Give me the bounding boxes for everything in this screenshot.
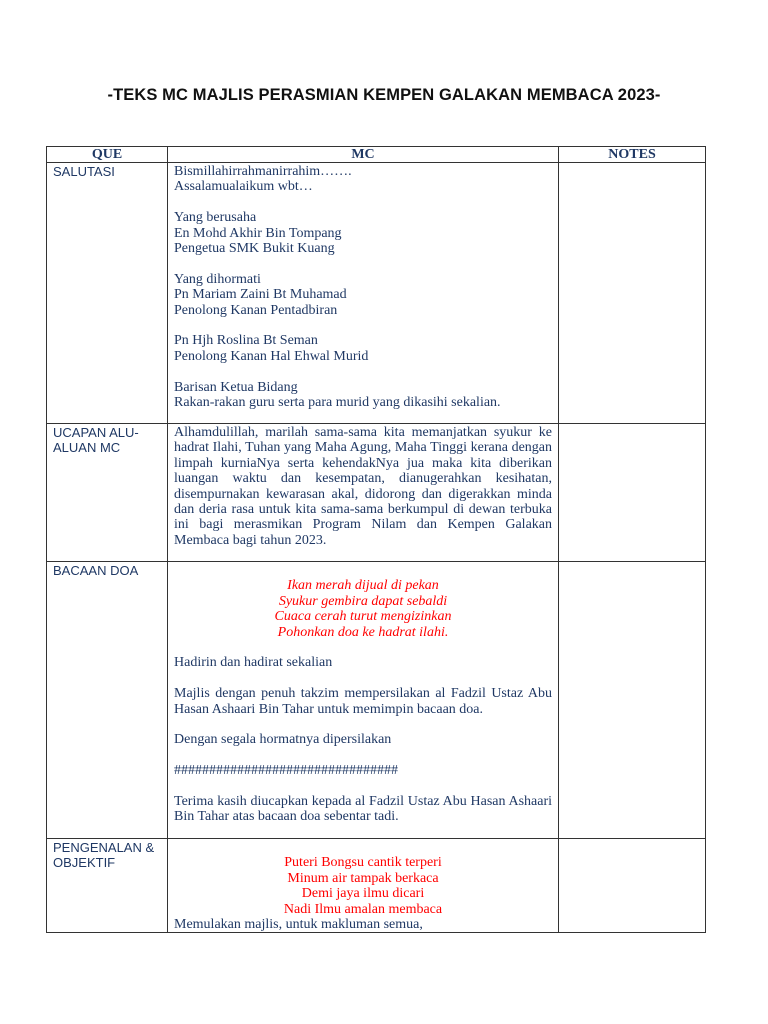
mc-line: Barisan Ketua Bidang: [174, 379, 298, 395]
mc-line: Pn Hjh Roslina Bt Seman: [174, 333, 318, 349]
table-row-doa: [47, 562, 706, 839]
header-que: QUE: [47, 147, 168, 163]
table-row-pengenalan: [47, 839, 706, 933]
mc-line: Memulakan majlis, untuk makluman semua,: [174, 917, 423, 933]
mc-paragraph: Majlis dengan penuh takzim mempersilakan al Fadzil Ustaz Abu Hasan Ashaari Bin Tahar untuk memimpin bacaan doa.: [174, 686, 552, 717]
poem-line: Demi jaya ilmu dicari: [301, 886, 425, 902]
mc-line: Yang berusaha: [174, 210, 257, 226]
mc-cell: [168, 163, 559, 424]
mc-line: Assalamualaikum wbt…: [174, 179, 313, 195]
mc-script-table: [46, 146, 706, 933]
mc-line: Dengan segala hormatnya dipersilakan: [174, 732, 392, 748]
poem-line: Cuaca cerah turut mengizinkan: [274, 609, 452, 625]
mc-line: Pengetua SMK Bukit Kuang: [174, 241, 335, 257]
mc-line: Pn Mariam Zaini Bt Muhamad: [174, 287, 347, 303]
separator-line: ################################: [174, 763, 398, 779]
mc-line: Yang dihormati: [174, 271, 261, 287]
mc-line: Penolong Kanan Pentadbiran: [174, 302, 338, 318]
cue-label: UCAPAN ALU-ALUAN MC: [53, 425, 139, 456]
header-notes: NOTES: [559, 147, 706, 163]
cue-cell: [47, 839, 168, 933]
cue-cell: [47, 163, 168, 424]
notes-cell: [559, 163, 706, 424]
mc-line: Hadirin dan hadirat sekalian: [174, 655, 333, 671]
table-row-salutasi: [47, 163, 706, 424]
document-title: -TEKS MC MAJLIS PERASMIAN KEMPEN GALAKAN MEMBACA 2023-: [107, 86, 661, 104]
header-mc: MC: [168, 147, 559, 163]
cue-label: SALUTASI: [53, 164, 115, 179]
mc-line: Bismillahirrahmanirrahim…….: [174, 164, 352, 179]
cue-label: BACAAN DOA: [53, 563, 139, 578]
poem-line: Puteri Bongsu cantik terperi: [284, 855, 442, 871]
cue-label: PENGENALAN & OBJEKTIF: [53, 840, 155, 871]
mc-cell: [168, 424, 559, 562]
mc-line: Penolong Kanan Hal Ehwal Murid: [174, 348, 369, 364]
cue-cell: [47, 562, 168, 839]
poem-line: Ikan merah dijual di pekan: [287, 578, 439, 594]
notes-cell: [559, 424, 706, 562]
table-header-row: [47, 147, 706, 163]
mc-line: Rakan-rakan guru serta para murid yang dikasihi sekalian.: [174, 395, 501, 411]
mc-paragraph: Alhamdulillah, marilah sama-sama kita memanjatkan syukur ke hadrat Ilahi, Tuhan yang Maha Agung, Maha Tinggi kerana dengan limpah kurniaNya serta kehendakNya jua maka kita diberikan luangan waktu dan kesempatan, dianugerahkan kesihatan, disempurnakan kewarasan akal, didorong dan digerakkan minda dan deria rasa untuk kita sama-sama berkumpul di dewan terbuka ini bagi merasmikan Program Nilam dan Kempen Galakan Membaca bagi tahun 2023.: [174, 425, 552, 548]
poem-line: Pohonkan doa ke hadrat ilahi.: [277, 624, 449, 640]
notes-cell: [559, 562, 706, 839]
poem-line: Syukur gembira dapat sebaldi: [278, 593, 448, 609]
table-row-ucapan: [47, 424, 706, 562]
mc-cell: [168, 562, 559, 839]
mc-line: En Mohd Akhir Bin Tompang: [174, 225, 342, 241]
poem-line: Minum air tampak berkaca: [287, 870, 439, 886]
cue-cell: [47, 424, 168, 562]
mc-cell: [168, 839, 559, 933]
notes-cell: [559, 839, 706, 933]
mc-paragraph: Terima kasih diucapkan kepada al Fadzil Ustaz Abu Hasan Ashaari Bin Tahar atas bacaan doa sebentar tadi.: [174, 794, 552, 825]
poem-line: Nadi Ilmu amalan membaca: [283, 901, 443, 917]
